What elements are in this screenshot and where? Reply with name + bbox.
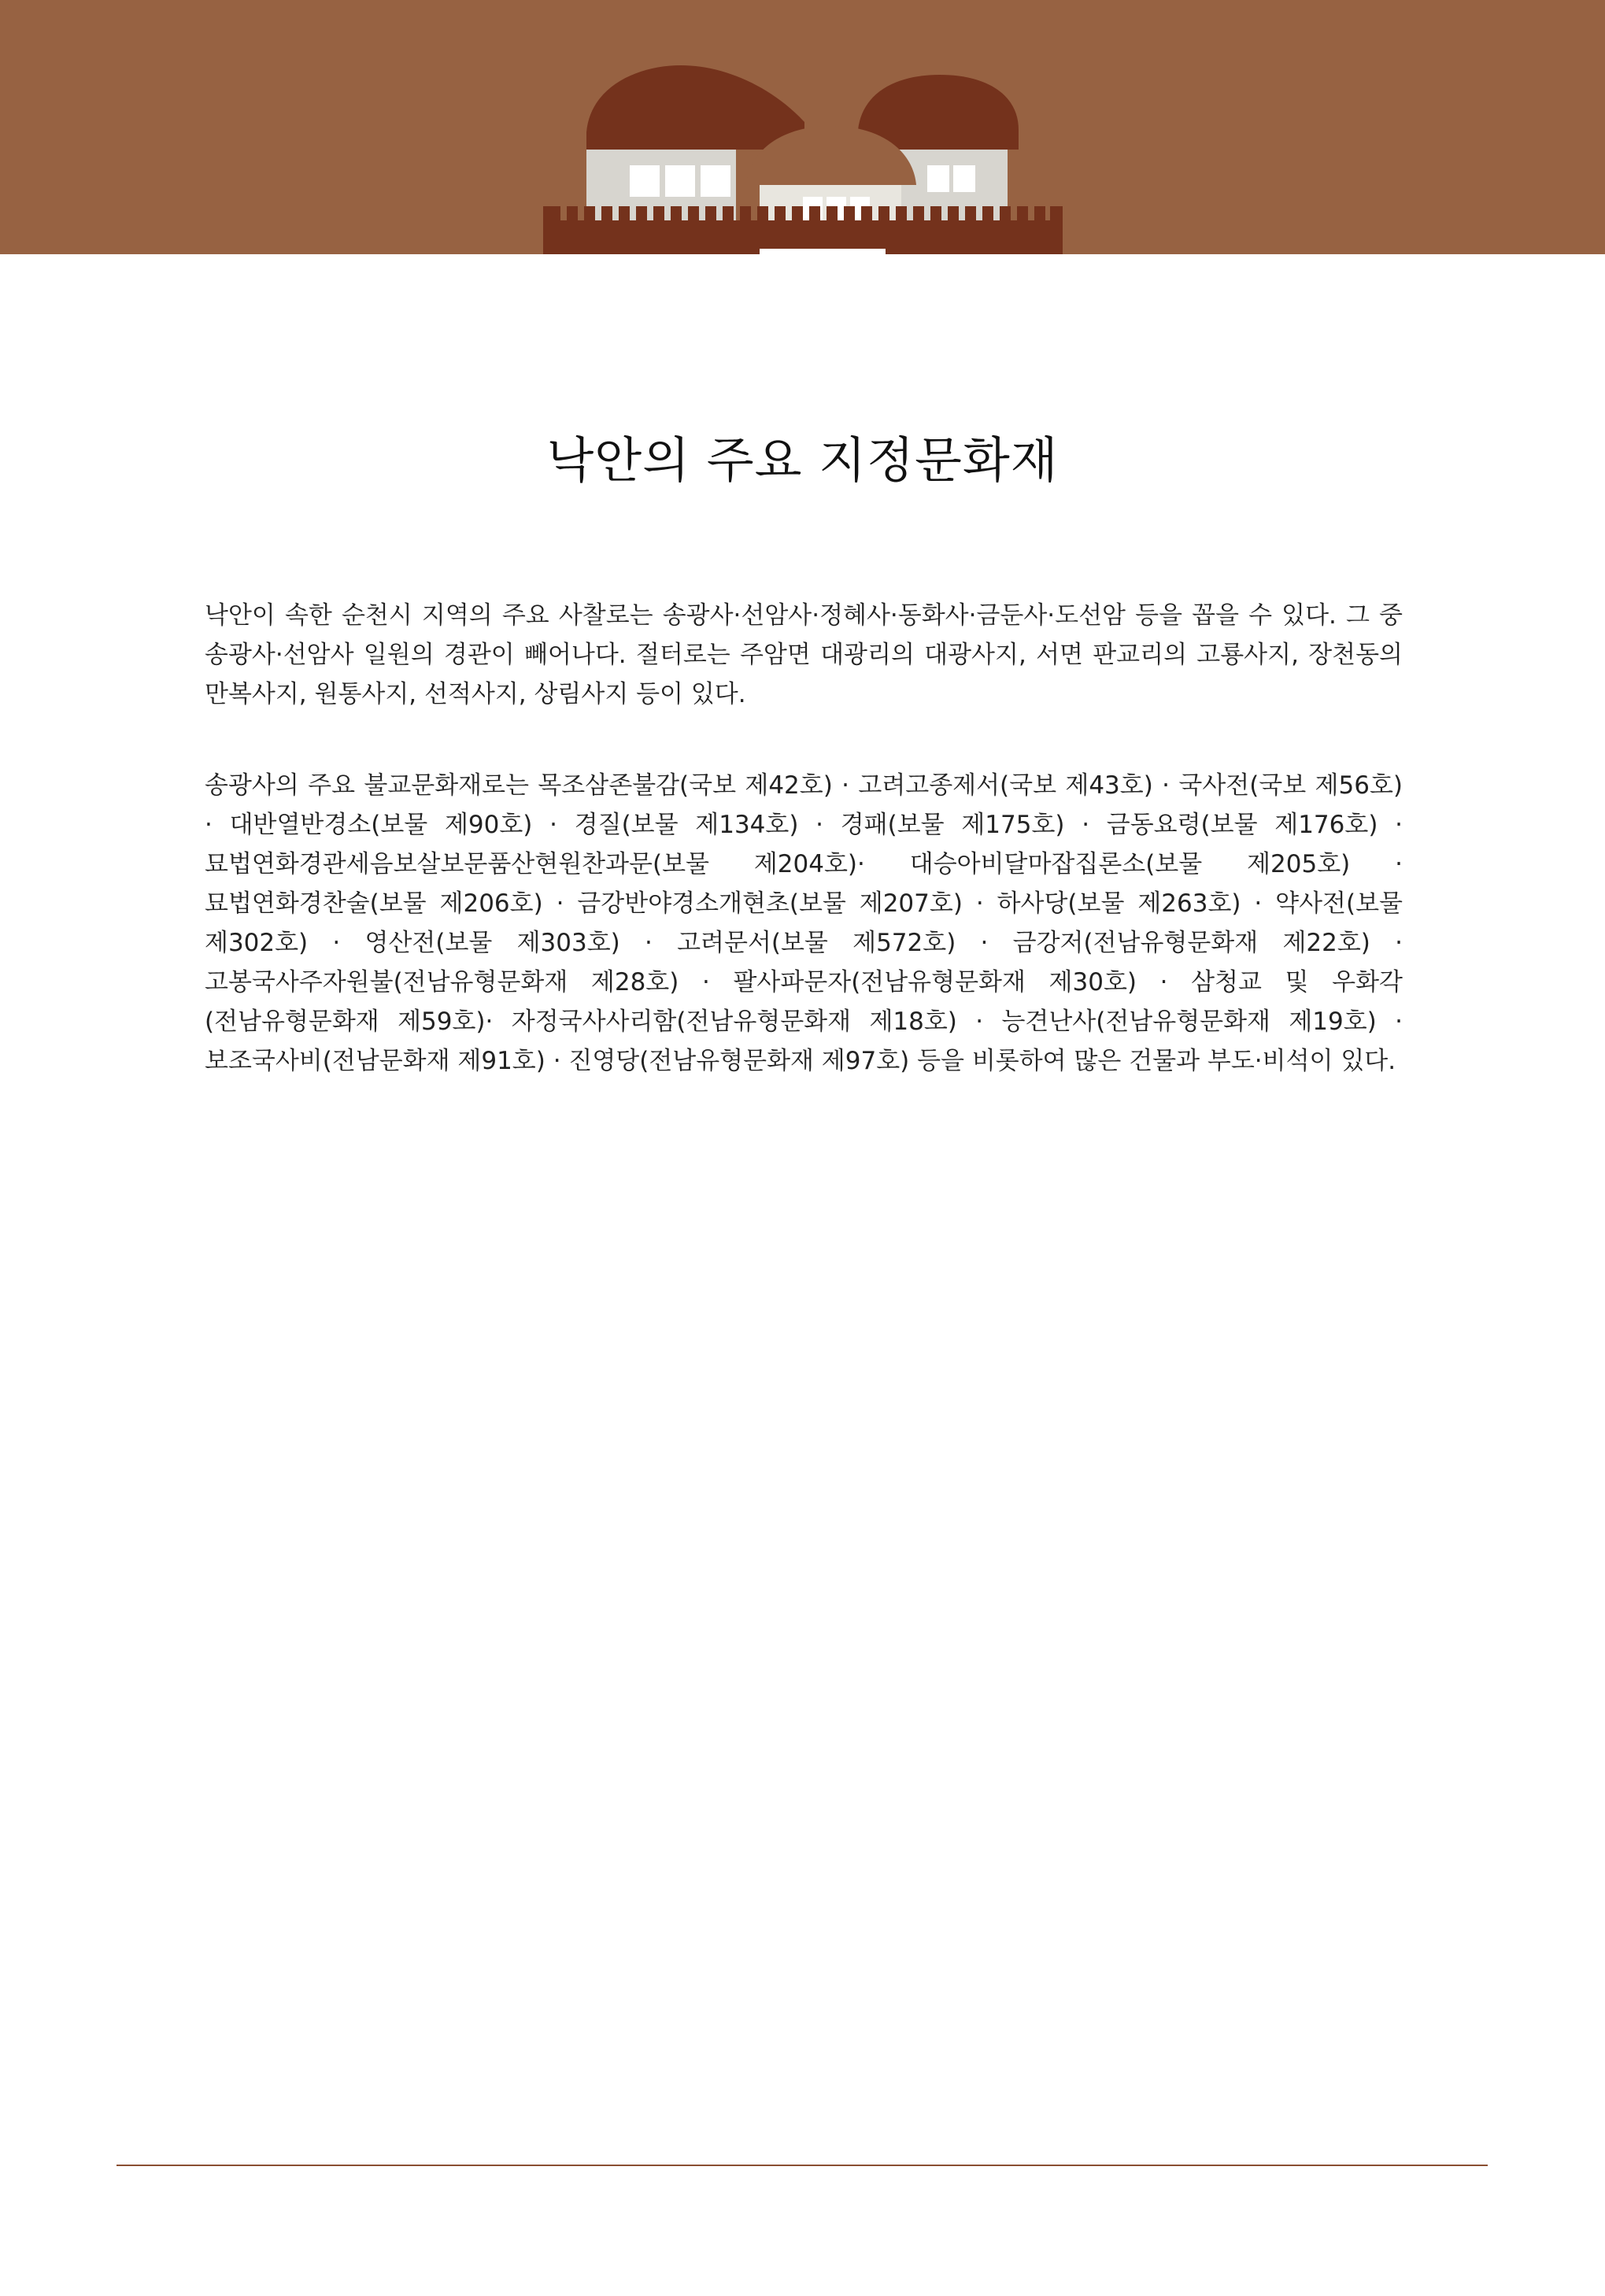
window: [665, 165, 695, 197]
wall-crenellations: [543, 206, 1063, 222]
left-roof: [586, 65, 804, 150]
window: [927, 165, 949, 192]
header-band: [0, 0, 1605, 254]
intro-paragraph: 낙안이 속한 순천시 지역의 주요 사찰로는 송광사·선암사·정혜사·동화사·금둔사·도선암 등을 꼽을 수 있다. 그 중 송광사·선암사 일원의 경관이 빼어나다. 절터로는 주암면 대광리의 대광사지, 서면 판교리의 고룡사지, 장천동의 만복사지, 원통사지, 선적사지, 상림사지 등이 있다.: [205, 601, 1403, 708]
window: [630, 165, 660, 197]
hanok-temple-illustration: [543, 63, 1063, 254]
cultural-assets-paragraph: 송광사의 주요 불교문화재로는 목조삼존불감(국보 제42호) · 고려고종제서(국보 제43호) · 국사전(국보 제56호) · 대반열반경소(보물 제90호) · 경질(보물 제134호) · 경패(보물 제175호) · 금동요령(보물 제176호) · 묘법연화경관세음보살보문품산현원찬과문(보물 제204호)· 대승아비달마잡집론소(보물 제205호) · 묘법연화경찬술(보물 제206호) · 금강반야경소개현초(보물 제207호) · 하사당(보물 제263호) · 약사전(보물 제302호) · 영산전(보물 제303호) · 고려문서(보물 제572호) · 금강저(전남유형문화재 제22호) · 고봉국사주자원불(전남유형문화재 제28호) · 팔사파문자(전남유형문화재 제30호) · 삼청교 및 우화각(전남유형문화재 제59호)· 자정국사사리함(전남유형문화재 제18호) · 능견난사(전남유형문화재 제19호) · 보조국사비(전남문화재 제91호) · 진영당(전남유형문화재 제97호) 등을 비롯하여 많은 건물과 부도·비석이 있다.: [205, 771, 1403, 1075]
window: [701, 165, 730, 197]
footer-divider: [116, 2165, 1488, 2166]
gate-opening: [760, 249, 886, 254]
window: [953, 165, 975, 192]
page-title: 낙안의 주요 지정문화재: [546, 431, 1059, 489]
